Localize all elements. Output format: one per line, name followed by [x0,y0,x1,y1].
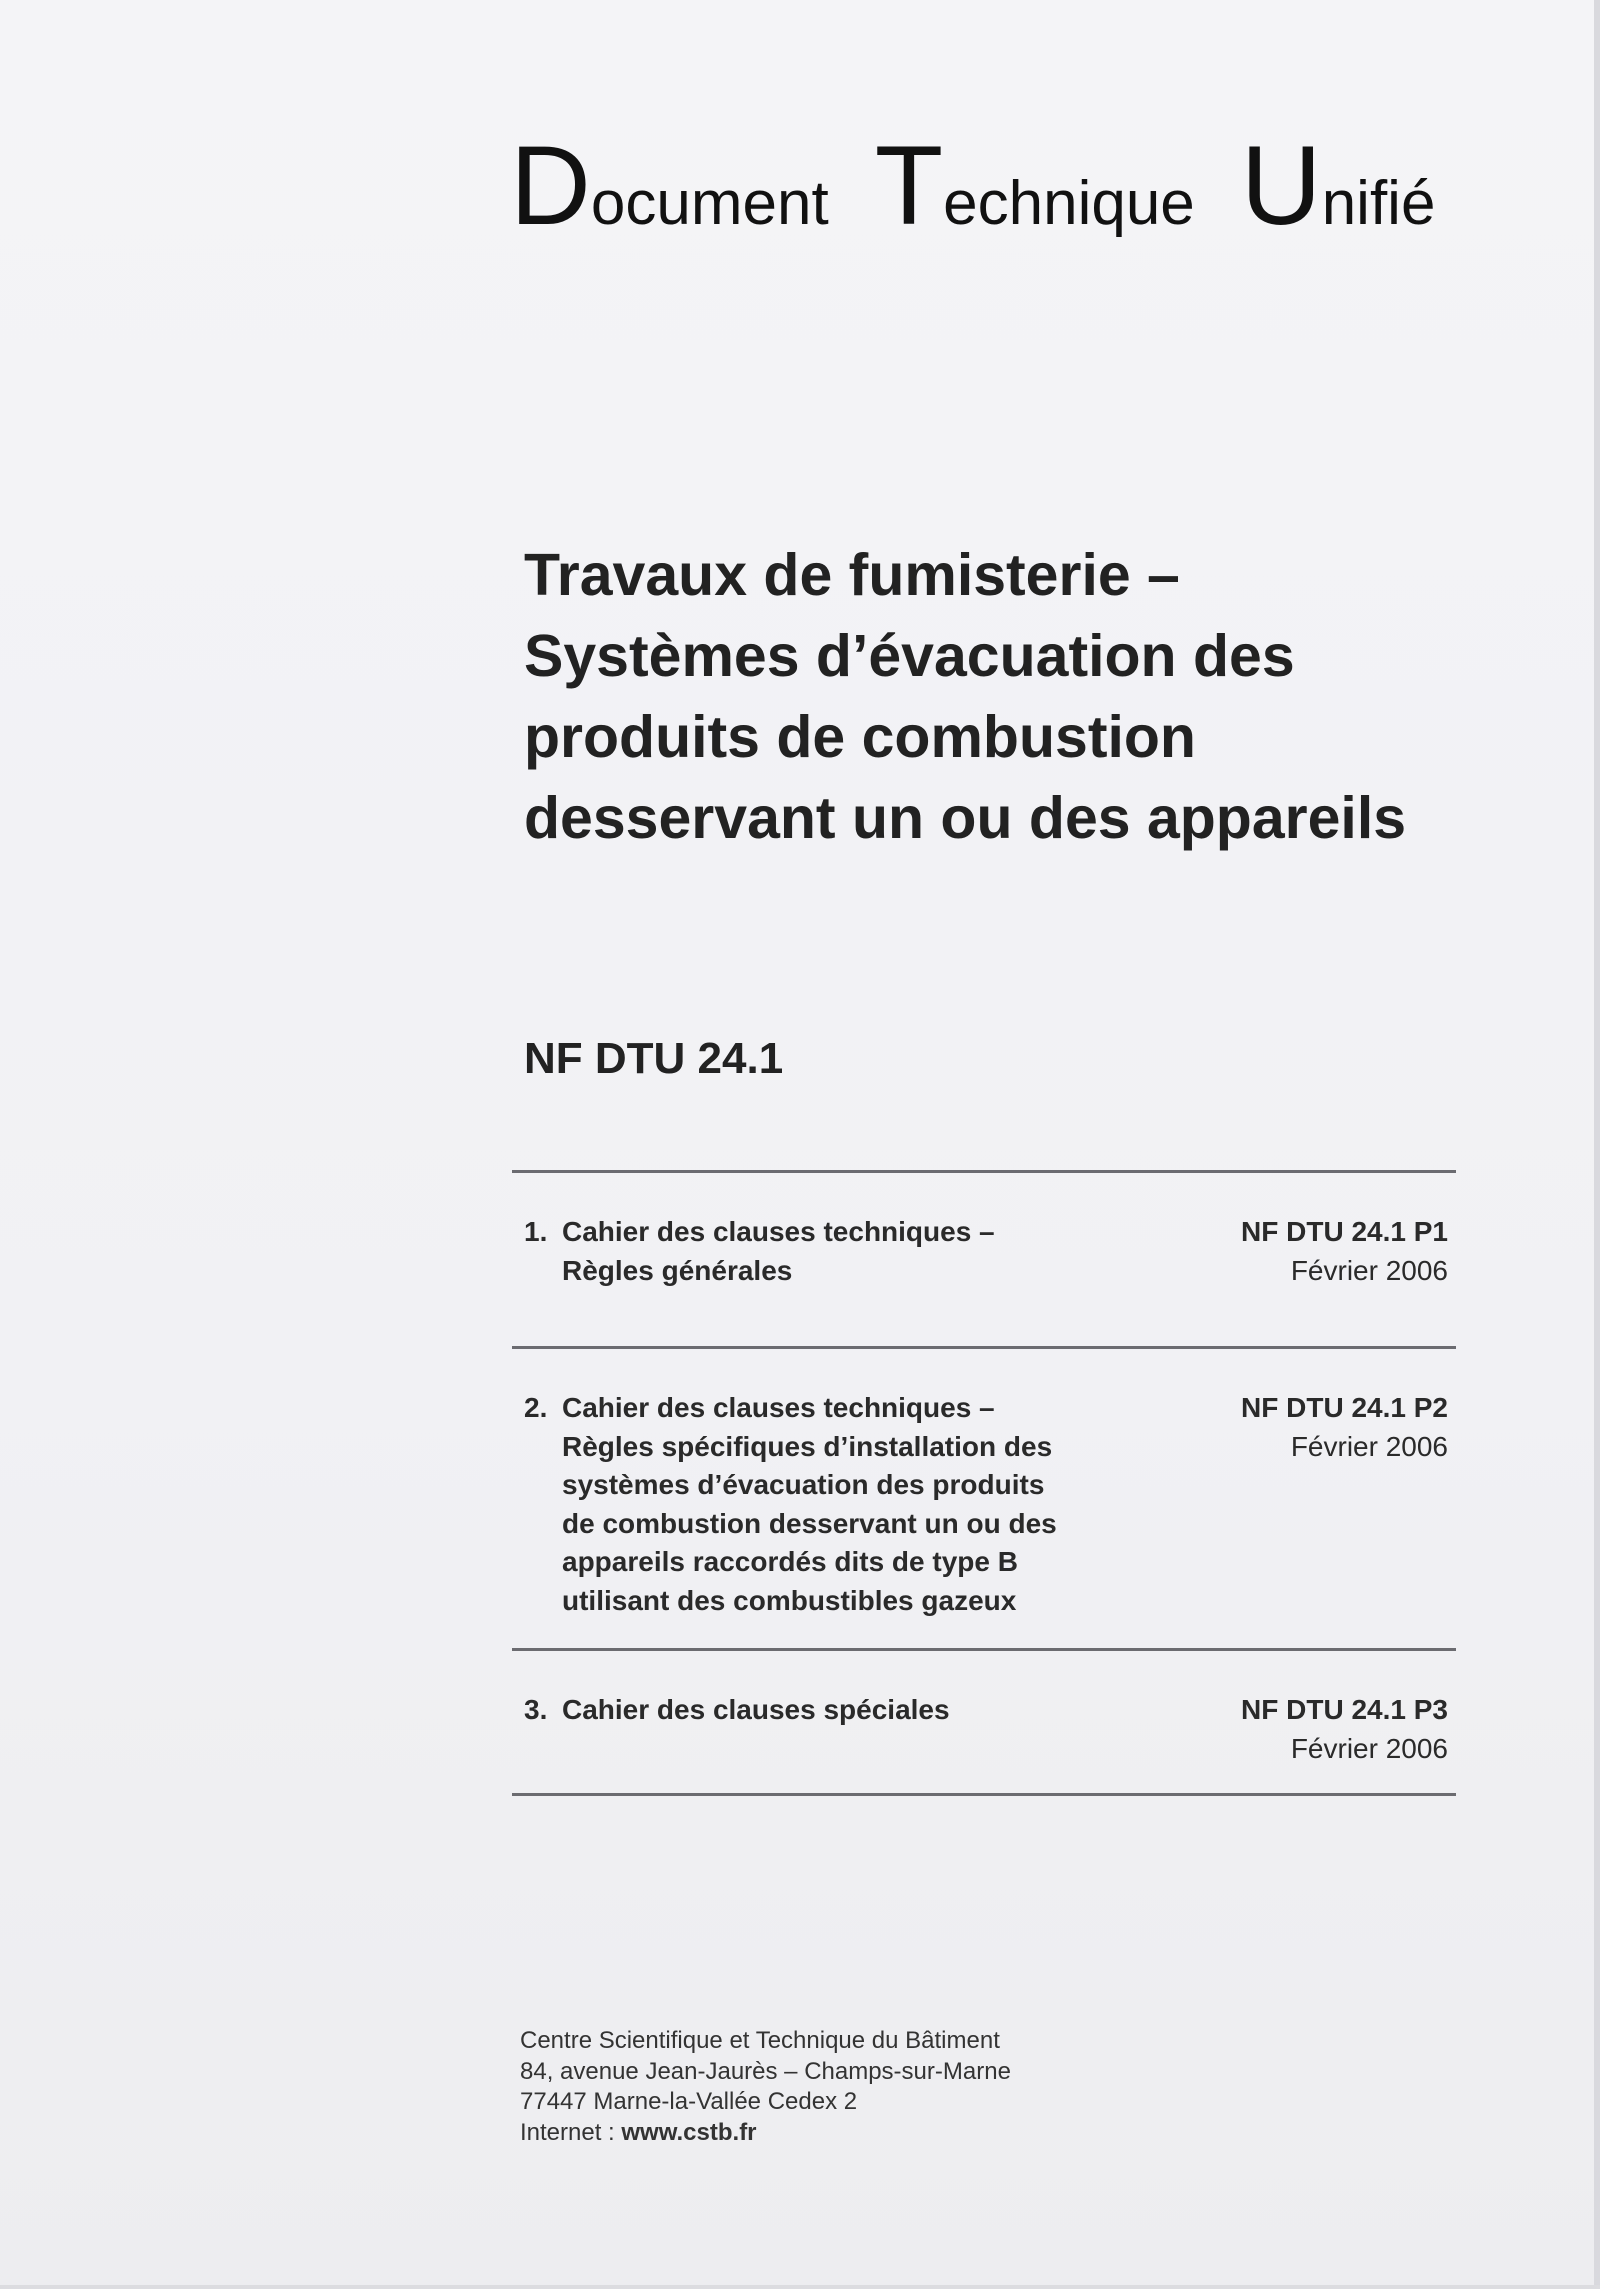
title-line: desservant un ou des appareils [524,785,1407,851]
part-description: Cahier des clauses techniques – Règles générales [562,1216,995,1286]
part-reference [1241,1691,1448,1768]
address-line: 77447 Marne-la-Vallée Cedex 2 [520,2088,858,2115]
address-line: 84, avenue Jean-Jaurès – Champs-sur-Marne [520,2057,1011,2085]
part-reference [1241,1213,1448,1290]
website-link[interactable]: www.cstb.fr [621,2118,757,2146]
part-reference [1241,1389,1448,1466]
page-edge-bottom [0,2285,1600,2289]
part-item [512,1349,1456,1648]
parts-list [512,1170,1456,1796]
address-web: Internet : www.cstb.fr [520,2118,757,2146]
divider [512,1793,1456,1796]
publisher-address [520,2026,1011,2148]
part-number: 3. [524,1694,548,1725]
page-edge [1594,0,1600,2289]
brand-word-technique: Technique [874,123,1195,248]
part-code: NF DTU 24.1 P1 [1241,1216,1448,1247]
part-date: Février 2006 [1290,1430,1448,1462]
address-line: Centre Scientifique et Technique du Bâtiment [520,2027,1000,2054]
title-line: produits de combustion [524,704,1196,770]
part-number: 1. [524,1216,548,1247]
document-title [524,535,1484,859]
part-code: NF DTU 24.1 P3 [1241,1694,1448,1725]
part-item [512,1173,1456,1346]
brand-header [510,123,1436,248]
document-code: NF DTU 24.1 [524,1034,784,1083]
part-number: 2. [524,1392,548,1423]
part-description: Cahier des clauses techniques – Règles spécifiques d’installation des systèmes d’évacuation des produits de combustion desservant un ou des appareils raccordés dits de type B utilisant des combustibles gazeux [562,1392,1057,1616]
title-line: Systèmes d’évacuation des [524,623,1295,689]
part-date: Février 2006 [1290,1254,1448,1286]
title-line: Travaux de fumisterie – [524,542,1180,608]
part-date: Février 2006 [1290,1732,1448,1764]
brand-word-unifie: Unifié [1240,123,1436,248]
part-item [512,1651,1456,1793]
part-description: Cahier des clauses spéciales [562,1694,950,1725]
brand-word-document: Document [510,123,829,248]
part-code: NF DTU 24.1 P2 [1241,1392,1448,1423]
